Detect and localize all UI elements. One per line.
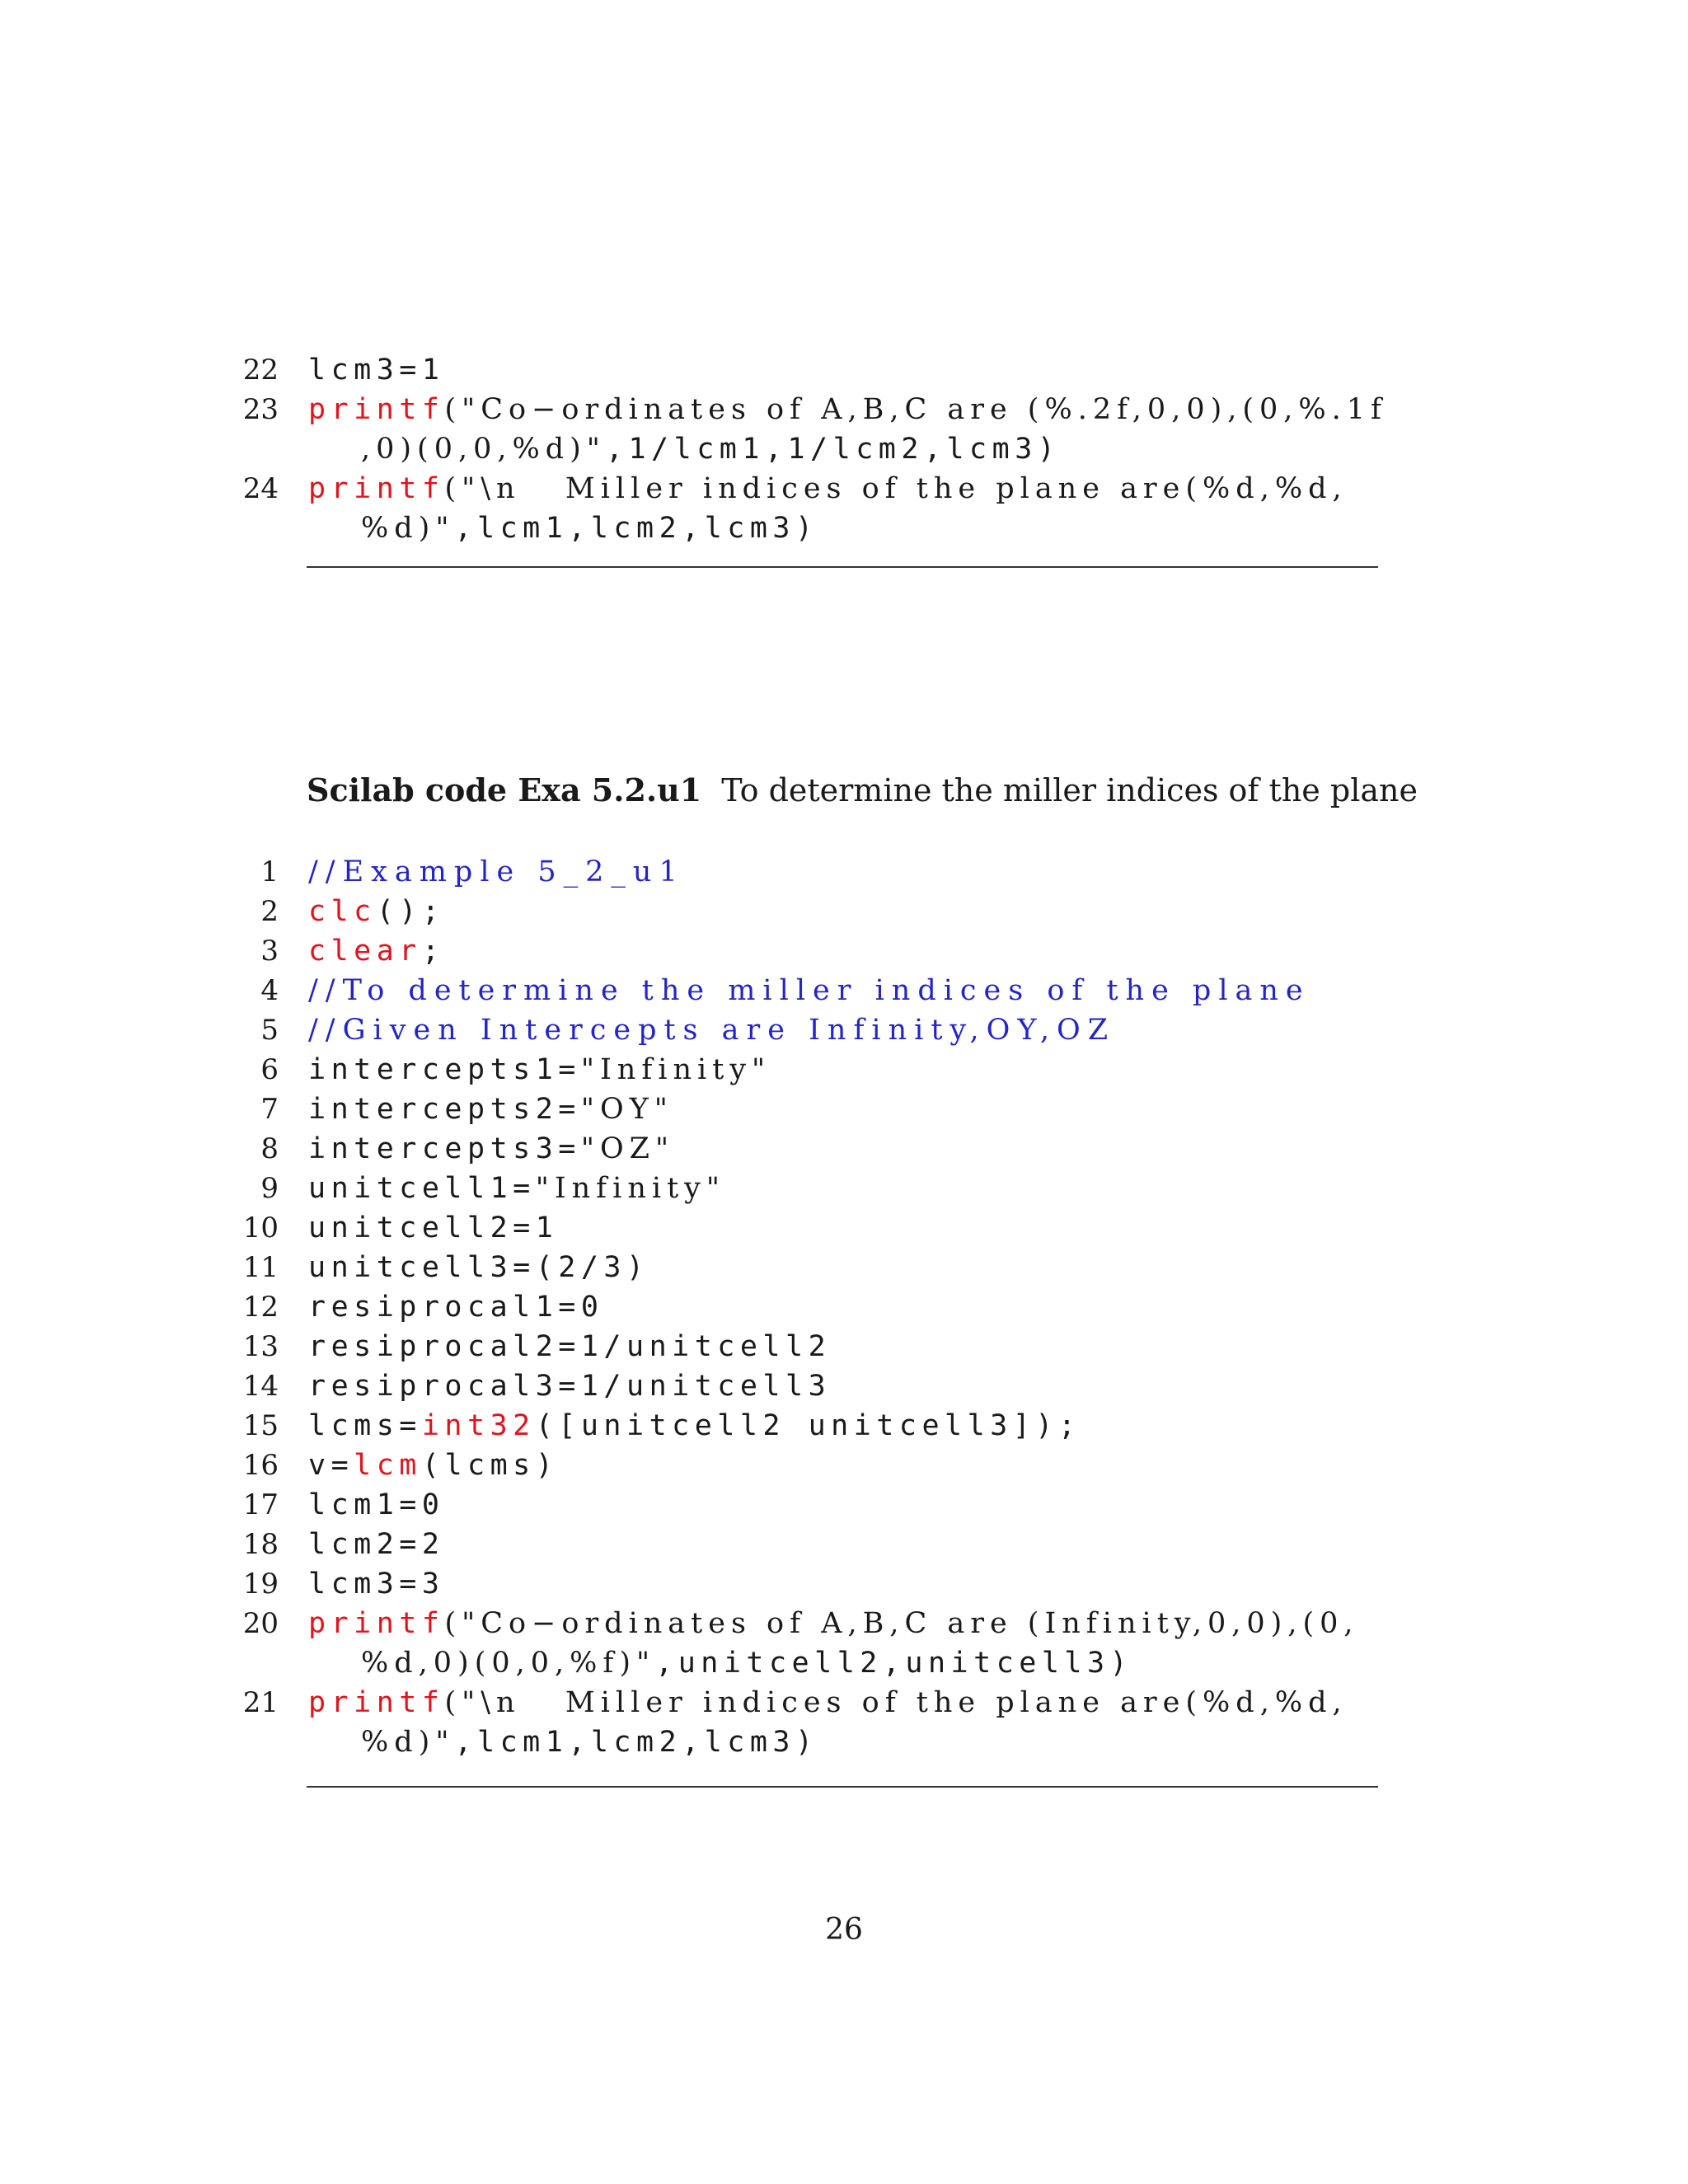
line-number: 9 xyxy=(260,1172,279,1205)
code-line xyxy=(0,852,1688,892)
code-text xyxy=(361,509,818,548)
code-token: ,lcm1,lcm2,lcm3) xyxy=(454,512,818,545)
comment-token: //To determine the miller indices of the plane xyxy=(308,974,1311,1007)
string-token: ("\n Miller indices of the plane are(%d,%d, xyxy=(444,1686,1348,1719)
code-line xyxy=(0,971,1688,1010)
code-line xyxy=(0,1050,1688,1090)
code-line xyxy=(0,1485,1688,1525)
string-token: ("Co−ordinates of A,B,C are (%.2f,0,0),(0,%.1f xyxy=(444,393,1388,426)
keyword-token: printf xyxy=(308,472,445,505)
line-number: 13 xyxy=(242,1330,279,1363)
code-line xyxy=(0,1604,1688,1643)
code-line xyxy=(0,1287,1688,1327)
code-text xyxy=(361,429,1060,469)
code-line xyxy=(0,390,1688,429)
line-number: 3 xyxy=(260,935,279,968)
code-text xyxy=(308,469,1348,509)
code-text xyxy=(361,1643,1132,1683)
code-token: ; xyxy=(421,935,445,968)
code-token: resiprocal1=0 xyxy=(308,1291,604,1324)
code-line xyxy=(0,1090,1688,1129)
code-line xyxy=(0,429,1688,469)
code-text xyxy=(308,1485,444,1525)
code-line xyxy=(0,1327,1688,1366)
line-number: 10 xyxy=(242,1212,279,1244)
code-line xyxy=(0,1683,1688,1722)
line-number: 4 xyxy=(260,974,279,1007)
code-line xyxy=(0,1129,1688,1169)
code-text xyxy=(308,1604,1359,1643)
keyword-token: printf xyxy=(308,393,445,426)
code-caption xyxy=(307,771,1418,810)
string-token: "OY" xyxy=(580,1093,673,1126)
code-text xyxy=(308,1683,1348,1722)
code-text xyxy=(308,852,685,892)
code-token: resiprocal3=1/unitcell3 xyxy=(308,1370,832,1403)
line-number: 2 xyxy=(260,895,279,928)
line-number: 17 xyxy=(242,1488,279,1521)
code-token: v= xyxy=(308,1449,354,1482)
line-number: 20 xyxy=(242,1607,279,1640)
code-text xyxy=(308,1564,444,1604)
code-token: lcm2=2 xyxy=(308,1528,445,1561)
code-text xyxy=(308,1208,558,1248)
comment-token: //Example 5_2_u1 xyxy=(308,855,685,888)
code-token: ,lcm1,lcm2,lcm3) xyxy=(454,1726,818,1759)
code-line xyxy=(0,1722,1688,1762)
code-token: lcms= xyxy=(308,1409,422,1442)
code-text xyxy=(308,350,444,390)
code-line xyxy=(0,1010,1688,1050)
code-text xyxy=(308,1327,831,1366)
line-number: 18 xyxy=(242,1528,279,1561)
page-number: 26 xyxy=(825,1913,863,1947)
code-text xyxy=(361,1722,818,1762)
keyword-token: printf xyxy=(308,1686,445,1719)
code-line xyxy=(0,1208,1688,1248)
code-text xyxy=(308,1366,831,1406)
code-text xyxy=(308,1287,603,1327)
code-line xyxy=(0,1564,1688,1604)
code-line xyxy=(0,469,1688,509)
code-token: unitcell2=1 xyxy=(308,1212,559,1244)
code-line xyxy=(0,1525,1688,1564)
code-text xyxy=(308,971,1311,1010)
string-token: %d,0)(0,0,%f)" xyxy=(361,1647,656,1680)
code-line xyxy=(0,1366,1688,1406)
string-token: %d)" xyxy=(361,1726,455,1759)
code-text xyxy=(308,1129,674,1169)
code-text xyxy=(308,1525,444,1564)
string-token: ,0)(0,0,%d)" xyxy=(361,433,606,466)
string-token: %d)" xyxy=(361,512,455,545)
keyword-token: printf xyxy=(308,1607,445,1640)
code-token: resiprocal2=1/unitcell2 xyxy=(308,1330,832,1363)
code-token: (); xyxy=(376,895,445,928)
keyword-token: clear xyxy=(308,935,422,968)
code-text xyxy=(308,892,444,931)
line-number: 19 xyxy=(242,1568,279,1601)
code-line xyxy=(0,1643,1688,1683)
line-number: 7 xyxy=(260,1093,279,1126)
line-number: 8 xyxy=(260,1132,279,1165)
code-token: intercepts1= xyxy=(308,1053,581,1086)
string-token: "Infinity" xyxy=(535,1172,726,1205)
line-number: 22 xyxy=(242,354,279,387)
code-line xyxy=(0,931,1688,971)
line-number: 24 xyxy=(242,472,279,505)
code-text xyxy=(308,1090,673,1129)
keyword-token: lcm xyxy=(354,1449,422,1482)
code-token: lcm3=3 xyxy=(308,1568,445,1601)
code-text xyxy=(308,1248,649,1287)
line-number: 23 xyxy=(242,393,279,426)
code-line xyxy=(0,1406,1688,1446)
string-token: ("\n Miller indices of the plane are(%d,%d, xyxy=(444,472,1348,505)
line-number: 12 xyxy=(242,1291,279,1324)
line-number: 6 xyxy=(260,1053,279,1086)
code-token: (lcms) xyxy=(421,1449,559,1482)
code-listing-end-rule xyxy=(307,566,1378,568)
code-line xyxy=(0,1169,1688,1208)
code-listing-end-rule xyxy=(307,1786,1378,1788)
code-text xyxy=(308,1446,558,1485)
code-line xyxy=(0,892,1688,931)
code-line xyxy=(0,350,1688,390)
line-number: 16 xyxy=(242,1449,279,1482)
code-token: lcm1=0 xyxy=(308,1488,445,1521)
line-number: 14 xyxy=(242,1370,279,1403)
code-line xyxy=(0,509,1688,548)
string-token: "Infinity" xyxy=(580,1053,771,1086)
code-token: ,unitcell2,unitcell3) xyxy=(655,1647,1133,1680)
line-number: 1 xyxy=(260,855,279,888)
keyword-token: int32 xyxy=(421,1409,536,1442)
code-text xyxy=(308,1169,725,1208)
code-token: unitcell3=(2/3) xyxy=(308,1251,649,1284)
line-number: 11 xyxy=(242,1251,279,1284)
code-line xyxy=(0,1446,1688,1485)
code-text xyxy=(308,931,444,971)
code-token: unitcell1= xyxy=(308,1172,536,1205)
line-number: 5 xyxy=(260,1014,279,1047)
line-number: 15 xyxy=(242,1409,279,1442)
comment-token: //Given Intercepts are Infinity,OY,OZ xyxy=(308,1014,1116,1047)
code-text xyxy=(308,1050,771,1090)
code-token: lcm3=1 xyxy=(308,354,445,387)
line-number: 21 xyxy=(242,1686,279,1719)
code-text xyxy=(308,1406,1081,1446)
code-token: intercepts3= xyxy=(308,1132,581,1165)
code-token: ,1/lcm1,1/lcm2,lcm3) xyxy=(605,433,1061,466)
code-caption-label: Scilab code Exa 5.2.u1 xyxy=(307,771,702,808)
string-token: "OZ" xyxy=(580,1132,675,1165)
code-text xyxy=(308,390,1387,429)
keyword-token: clc xyxy=(308,895,377,928)
string-token: ("Co−ordinates of A,B,C are (Infinity,0,0),(0, xyxy=(444,1607,1359,1640)
code-caption-title: To determine the miller indices of the plane xyxy=(721,772,1418,808)
code-text xyxy=(308,1010,1115,1050)
code-token: intercepts2= xyxy=(308,1093,581,1126)
code-line xyxy=(0,1248,1688,1287)
code-token: ([unitcell2 unitcell3]); xyxy=(535,1409,1081,1442)
